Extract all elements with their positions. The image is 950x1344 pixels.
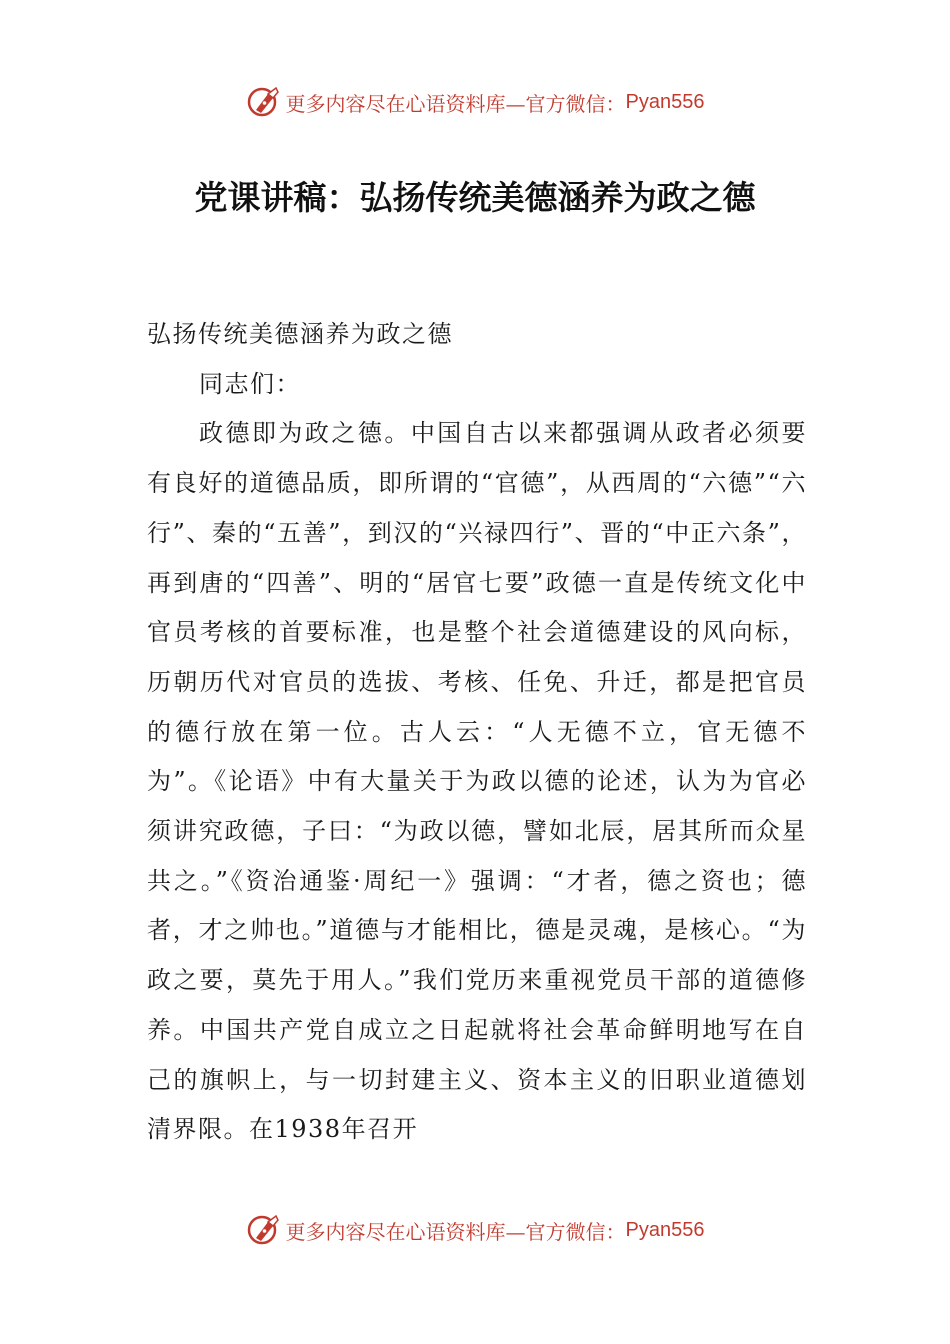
banner-text: 更多内容尽在心语资料库—官方微信： [285,91,626,116]
banner-wechat-id: Pyan556 [625,1218,705,1241]
pen-nib-logo-icon [246,1212,282,1248]
header-watermark-banner [0,82,950,122]
pen-nib-logo-icon [246,84,282,120]
banner-wechat-id: Pyan556 [625,90,705,113]
document-title: 党课讲稿：弘扬传统美德涵养为政之德 [194,178,756,217]
banner-text: 更多内容尽在心语资料库—官方微信： [285,1219,626,1244]
body-paragraph: 政德即为政之德。中国自古以来都强调从政者必须要有良好的道德品质，即所谓的“官德”，从西周的“六德”“六行”、秦的“五善”，到汉的“兴禄四行”、晋的“中正六条”，再到唐的“四善”、明的“居官七要”政德一直是传统文化中官员考核的首要标准，也是整个社会道德建设的风向标，历朝历代对官员的选拔、考核、任免、升迁，都是把官员的德行放在第一位。古人云：“人无德不立，官无德不为”。《论语》中有大量关于为政以德的论述，认为为官必须讲究政德，子曰：“为政以德，譬如北辰，居其所而众星共之。”《资治通鉴·周纪一》强调：“才者，德之资也；德者，才之帅也。”道德与才能相比，德是灵魂，是核心。“为政之要，莫先于用人。”我们党历来重视党员干部的道德修养。中国共产党自成立之日起就将社会革命鲜明地写在自己的旗帜上，与一切封建主义、资本主义的旧职业道德划清界限。在1938年召开 [147,419,807,1144]
footer-watermark-banner [0,1210,950,1250]
document-body [147,310,807,1155]
salutation: 同志们： [199,369,301,398]
document-subtitle: 弘扬传统美德涵养为政之德 [147,320,453,348]
